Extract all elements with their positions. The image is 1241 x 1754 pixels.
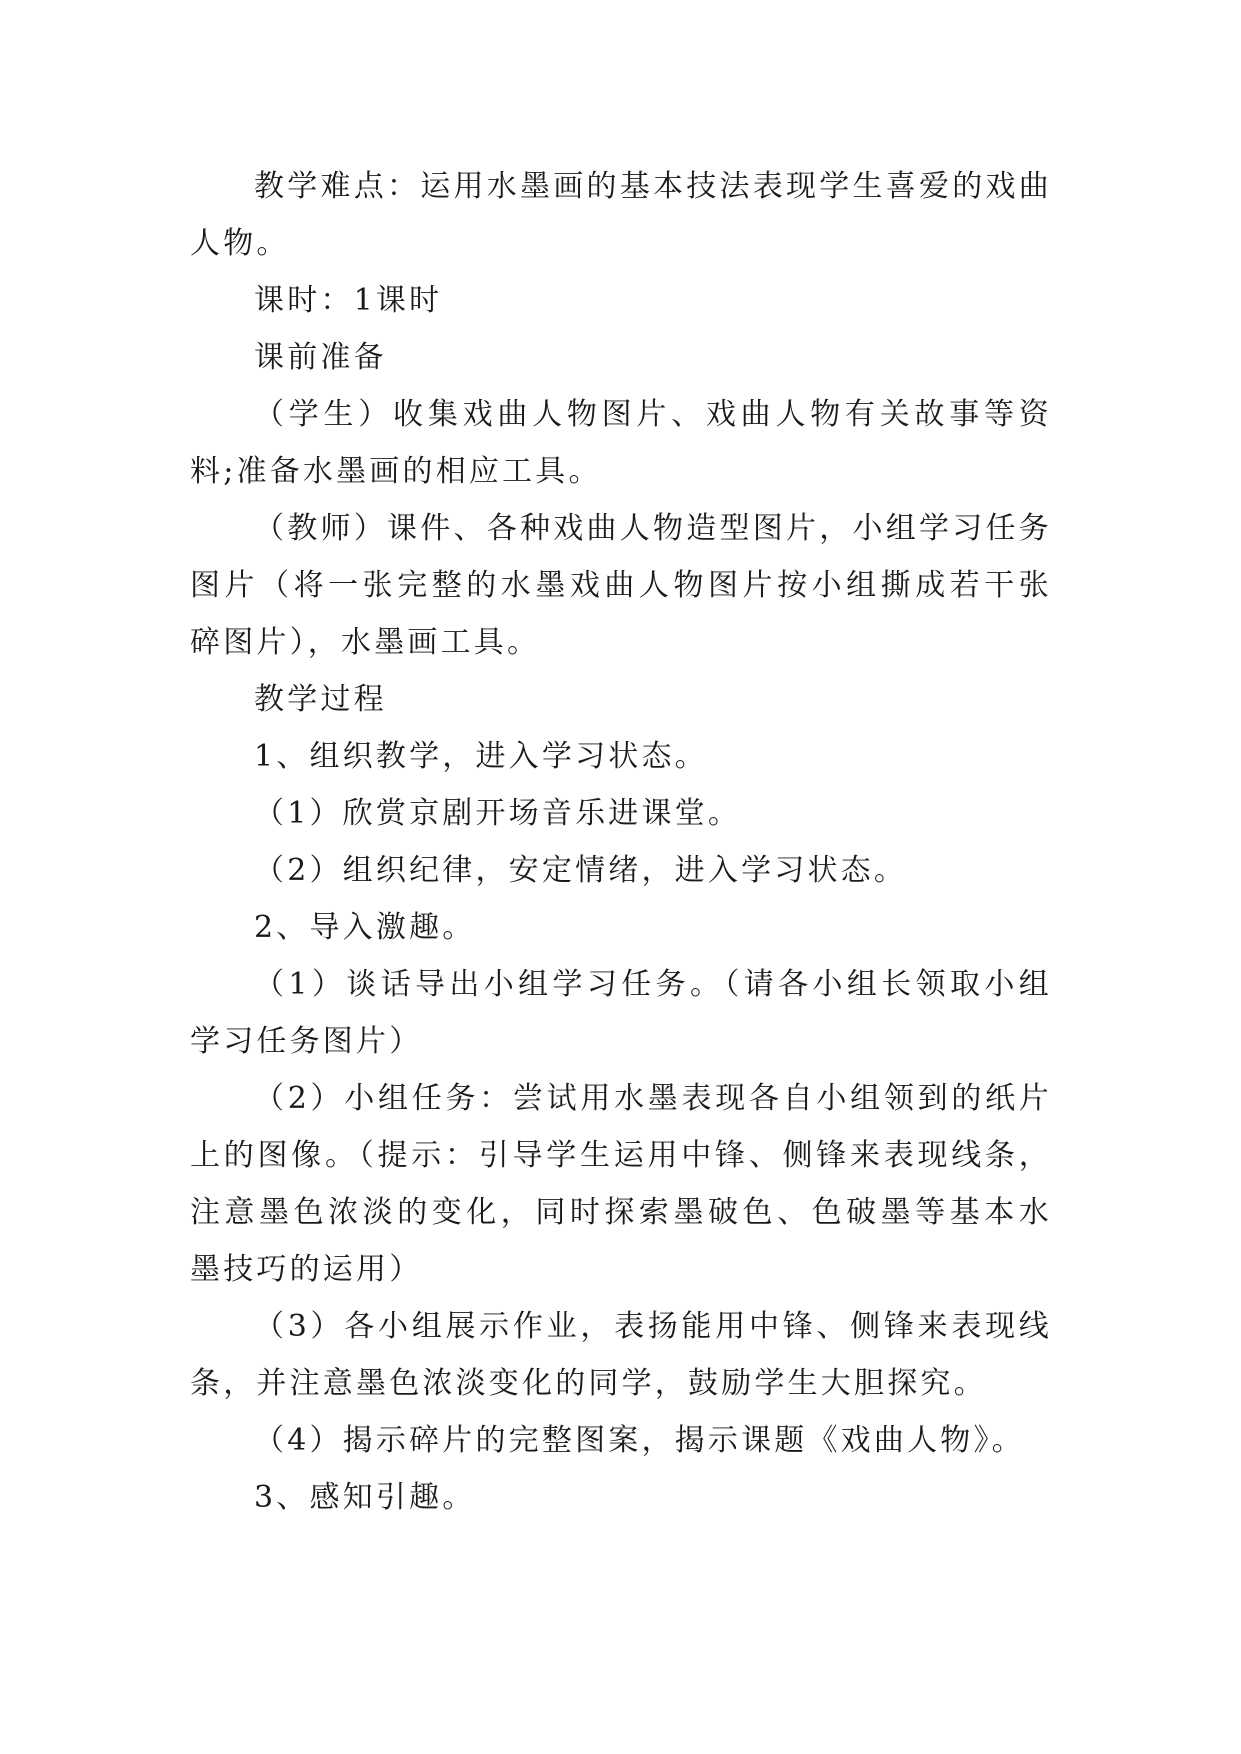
paragraph-step-1-1: （1）欣赏京剧开场音乐进课堂。 bbox=[254, 796, 742, 831]
paragraph-student-preparation: （学生）收集戏曲人物图片、戏曲人物有关故事等资料;准备水墨画的相应工具。 bbox=[190, 397, 1052, 489]
paragraph-step-1-2: （2）组织纪律，安定情绪，进入学习状态。 bbox=[254, 853, 908, 888]
paragraph-preparation-heading: 课前准备 bbox=[254, 340, 387, 375]
paragraph-step-1: 1、组织教学，进入学习状态。 bbox=[254, 739, 708, 774]
paragraph-step-2-3: （3）各小组展示作业，表扬能用中锋、侧锋来表现线条，并注意墨色浓淡变化的同学，鼓励学生大胆探究。 bbox=[190, 1309, 1052, 1401]
paragraph-teaching-process-heading: 教学过程 bbox=[254, 682, 387, 717]
paragraph-step-2-4: （4）揭示碎片的完整图案，揭示课题《戏曲人物》。 bbox=[254, 1423, 1025, 1458]
paragraph-teaching-difficulty: 教学难点：运用水墨画的基本技法表现学生喜爱的戏曲人物。 bbox=[190, 169, 1052, 261]
paragraph-step-3: 3、感知引趣。 bbox=[254, 1480, 476, 1515]
paragraph-class-hours: 课时：1课时 bbox=[254, 283, 443, 318]
paragraph-step-2: 2、导入激趣。 bbox=[254, 910, 476, 945]
paragraph-step-2-1: （1）谈话导出小组学习任务。（请各小组长领取小组学习任务图片） bbox=[190, 967, 1052, 1059]
paragraph-step-2-2: （2）小组任务：尝试用水墨表现各自小组领到的纸片上的图像。（提示：引导学生运用中锋、侧锋来表现线条，注意墨色浓淡的变化，同时探索墨破色、色破墨等基本水墨技巧的运用） bbox=[190, 1081, 1052, 1287]
document-body bbox=[190, 158, 1052, 1526]
paragraph-teacher-preparation: （教师）课件、各种戏曲人物造型图片，小组学习任务图片（将一张完整的水墨戏曲人物图片按小组撕成若干张碎图片），水墨画工具。 bbox=[190, 511, 1052, 660]
